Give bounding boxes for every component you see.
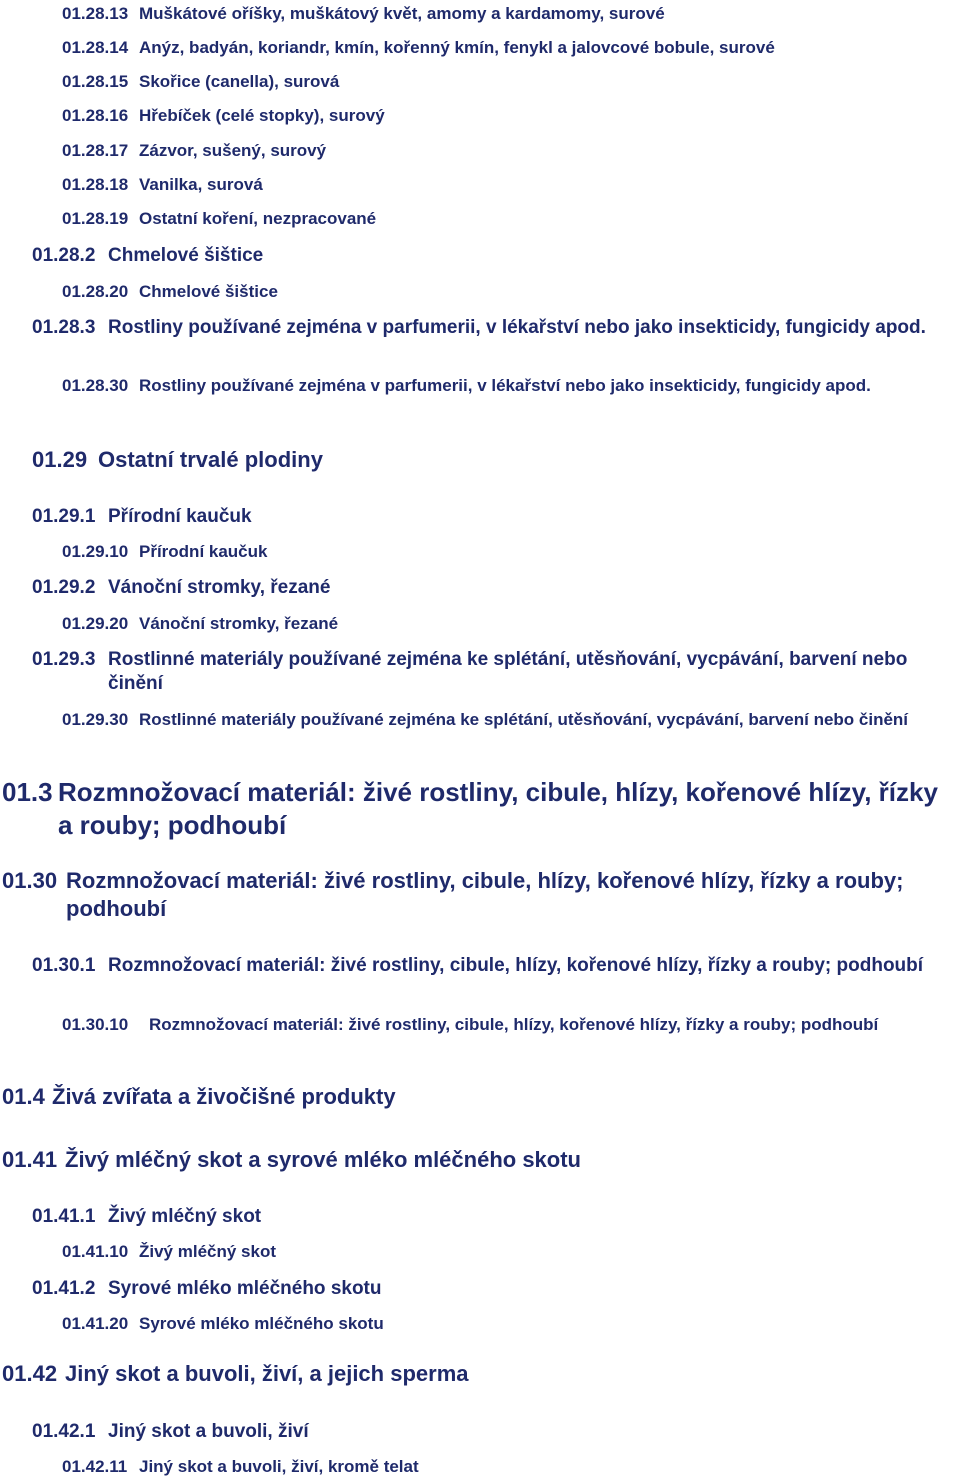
entry-01-30-10 bbox=[62, 1014, 892, 1035]
entry-01-28-16 bbox=[62, 105, 942, 126]
entry-code: 01.41.1 bbox=[32, 1206, 96, 1227]
entry-text: Rostliny používané zejména v parfumerii, v lékařství nebo jako insekticidy, fungicidy apod. bbox=[139, 376, 871, 395]
entry-text: Živý mléčný skot a syrové mléko mléčného skotu bbox=[65, 1147, 581, 1172]
entry-01-29 bbox=[32, 446, 942, 474]
entry-code: 01.41.10 bbox=[62, 1242, 129, 1261]
entry-code: 01.29.2 bbox=[32, 577, 96, 598]
entry-01-29-20 bbox=[62, 613, 942, 634]
entry-text: Jiný skot a buvoli, živí, a jejich sperma bbox=[65, 1361, 469, 1386]
entry-01-30-1 bbox=[32, 954, 932, 978]
entry-text: Živý mléčný skot bbox=[108, 1206, 262, 1227]
entry-text: Zázvor, sušený, surový bbox=[139, 141, 327, 160]
entry-code: 01.28.2 bbox=[32, 245, 96, 266]
entry-01-3 bbox=[2, 776, 952, 841]
entry-01-41-2 bbox=[32, 1277, 942, 1301]
entry-01-28-2 bbox=[32, 244, 942, 268]
entry-01-42-11 bbox=[62, 1456, 942, 1477]
entry-text: Muškátové oříšky, muškátový květ, amomy a kardamomy, surové bbox=[139, 4, 665, 23]
entry-01-42 bbox=[2, 1360, 942, 1388]
entry-01-29-1 bbox=[32, 505, 942, 529]
entry-code: 01.29.30 bbox=[62, 710, 129, 729]
entry-01-30 bbox=[2, 867, 960, 922]
entry-code: 01.42 bbox=[2, 1361, 58, 1386]
entry-text: Živá zvířata a živočišné produkty bbox=[52, 1084, 396, 1109]
entry-text: Syrové mléko mléčného skotu bbox=[139, 1314, 384, 1333]
entry-text: Rozmnožovací materiál: živé rostliny, cibule, hlízy, kořenové hlízy, řízky a rouby; podhoubí bbox=[66, 868, 904, 921]
entry-text: Ostatní koření, nezpracované bbox=[139, 209, 377, 228]
entry-code: 01.28.13 bbox=[62, 4, 129, 23]
entry-code: 01.28.30 bbox=[62, 376, 129, 395]
entry-01-29-30 bbox=[62, 709, 947, 730]
entry-code: 01.30.1 bbox=[32, 955, 96, 976]
entry-code: 01.4 bbox=[2, 1084, 45, 1109]
entry-text: Rozmnožovací materiál: živé rostliny, cibule, hlízy, kořenové hlízy, řízky a rouby; podhoubí bbox=[58, 777, 938, 840]
entry-code: 01.28.17 bbox=[62, 141, 129, 160]
entry-01-28-20 bbox=[62, 281, 942, 302]
entry-code: 01.28.15 bbox=[62, 72, 129, 91]
entry-code: 01.28.3 bbox=[32, 317, 96, 338]
entry-code: 01.28.18 bbox=[62, 175, 129, 194]
entry-01-41 bbox=[2, 1146, 942, 1174]
entry-text: Hřebíček (celé stopky), surový bbox=[139, 106, 385, 125]
entry-01-28-19 bbox=[62, 208, 942, 229]
entry-01-29-2 bbox=[32, 576, 942, 600]
entry-01-28-17 bbox=[62, 140, 942, 161]
entry-code: 01.29.1 bbox=[32, 506, 96, 527]
entry-text: Rostliny používané zejména v parfumerii, v lékařství nebo jako insekticidy, fungicidy apod. bbox=[108, 317, 926, 338]
entry-code: 01.28.16 bbox=[62, 106, 129, 125]
entry-text: Chmelové šištice bbox=[108, 245, 264, 266]
entry-code: 01.29.20 bbox=[62, 614, 129, 633]
entry-text: Jiný skot a buvoli, živí, kromě telat bbox=[139, 1457, 419, 1476]
entry-01-28-15 bbox=[62, 71, 942, 92]
entry-code: 01.28.14 bbox=[62, 38, 129, 57]
entry-code: 01.42.1 bbox=[32, 1421, 96, 1442]
entry-01-28-30 bbox=[62, 375, 922, 396]
entry-text: Rostlinné materiály používané zejména ke splétání, utěsňování, vycpávání, barvení nebo činění bbox=[108, 649, 908, 694]
entry-text: Skořice (canella), surová bbox=[139, 72, 340, 91]
entry-code: 01.41 bbox=[2, 1147, 58, 1172]
entry-code: 01.41.20 bbox=[62, 1314, 129, 1333]
entry-code: 01.30.10 bbox=[62, 1015, 129, 1034]
entry-code: 01.3 bbox=[2, 777, 53, 807]
entry-code: 01.30 bbox=[2, 868, 58, 893]
entry-text: Ostatní trvalé plodiny bbox=[98, 447, 323, 472]
entry-01-41-10 bbox=[62, 1241, 942, 1262]
entry-01-4 bbox=[2, 1083, 942, 1111]
entry-01-29-10 bbox=[62, 541, 942, 562]
entry-text: Rozmnožovací materiál: živé rostliny, cibule, hlízy, kořenové hlízy, řízky a rouby; podhoubí bbox=[108, 955, 924, 976]
entry-text: Chmelové šištice bbox=[139, 282, 278, 301]
entry-text: Přírodní kaučuk bbox=[139, 542, 268, 561]
entry-text: Vánoční stromky, řezané bbox=[108, 577, 331, 598]
entry-01-28-14 bbox=[62, 37, 942, 58]
entry-code: 01.29.3 bbox=[32, 649, 96, 670]
entry-code: 01.29.10 bbox=[62, 542, 129, 561]
entry-code: 01.28.20 bbox=[62, 282, 129, 301]
entry-01-41-20 bbox=[62, 1313, 942, 1334]
entry-01-28-3 bbox=[32, 316, 958, 340]
entry-01-41-1 bbox=[32, 1205, 942, 1229]
entry-text: Rostlinné materiály používané zejména ke splétání, utěsňování, vycpávání, barvení nebo činění bbox=[139, 710, 909, 729]
entry-text: Vánoční stromky, řezané bbox=[139, 614, 339, 633]
entry-text: Jiný skot a buvoli, živí bbox=[108, 1421, 309, 1442]
entry-text: Vanilka, surová bbox=[139, 175, 263, 194]
entry-01-28-13 bbox=[62, 3, 942, 24]
entry-code: 01.41.2 bbox=[32, 1278, 96, 1299]
entry-code: 01.28.19 bbox=[62, 209, 129, 228]
entry-text: Anýz, badyán, koriandr, kmín, kořenný kmín, fenykl a jalovcové bobule, surové bbox=[139, 38, 775, 57]
entry-01-29-3 bbox=[32, 648, 958, 696]
entry-text: Rozmnožovací materiál: živé rostliny, cibule, hlízy, kořenové hlízy, řízky a rouby; podhoubí bbox=[149, 1015, 879, 1034]
entry-code: 01.42.11 bbox=[62, 1457, 128, 1476]
entry-01-28-18 bbox=[62, 174, 942, 195]
entry-01-42-1 bbox=[32, 1420, 942, 1444]
entry-text: Syrové mléko mléčného skotu bbox=[108, 1278, 382, 1299]
entry-text: Živý mléčný skot bbox=[139, 1242, 277, 1261]
entry-code: 01.29 bbox=[32, 447, 88, 472]
entry-text: Přírodní kaučuk bbox=[108, 506, 252, 527]
